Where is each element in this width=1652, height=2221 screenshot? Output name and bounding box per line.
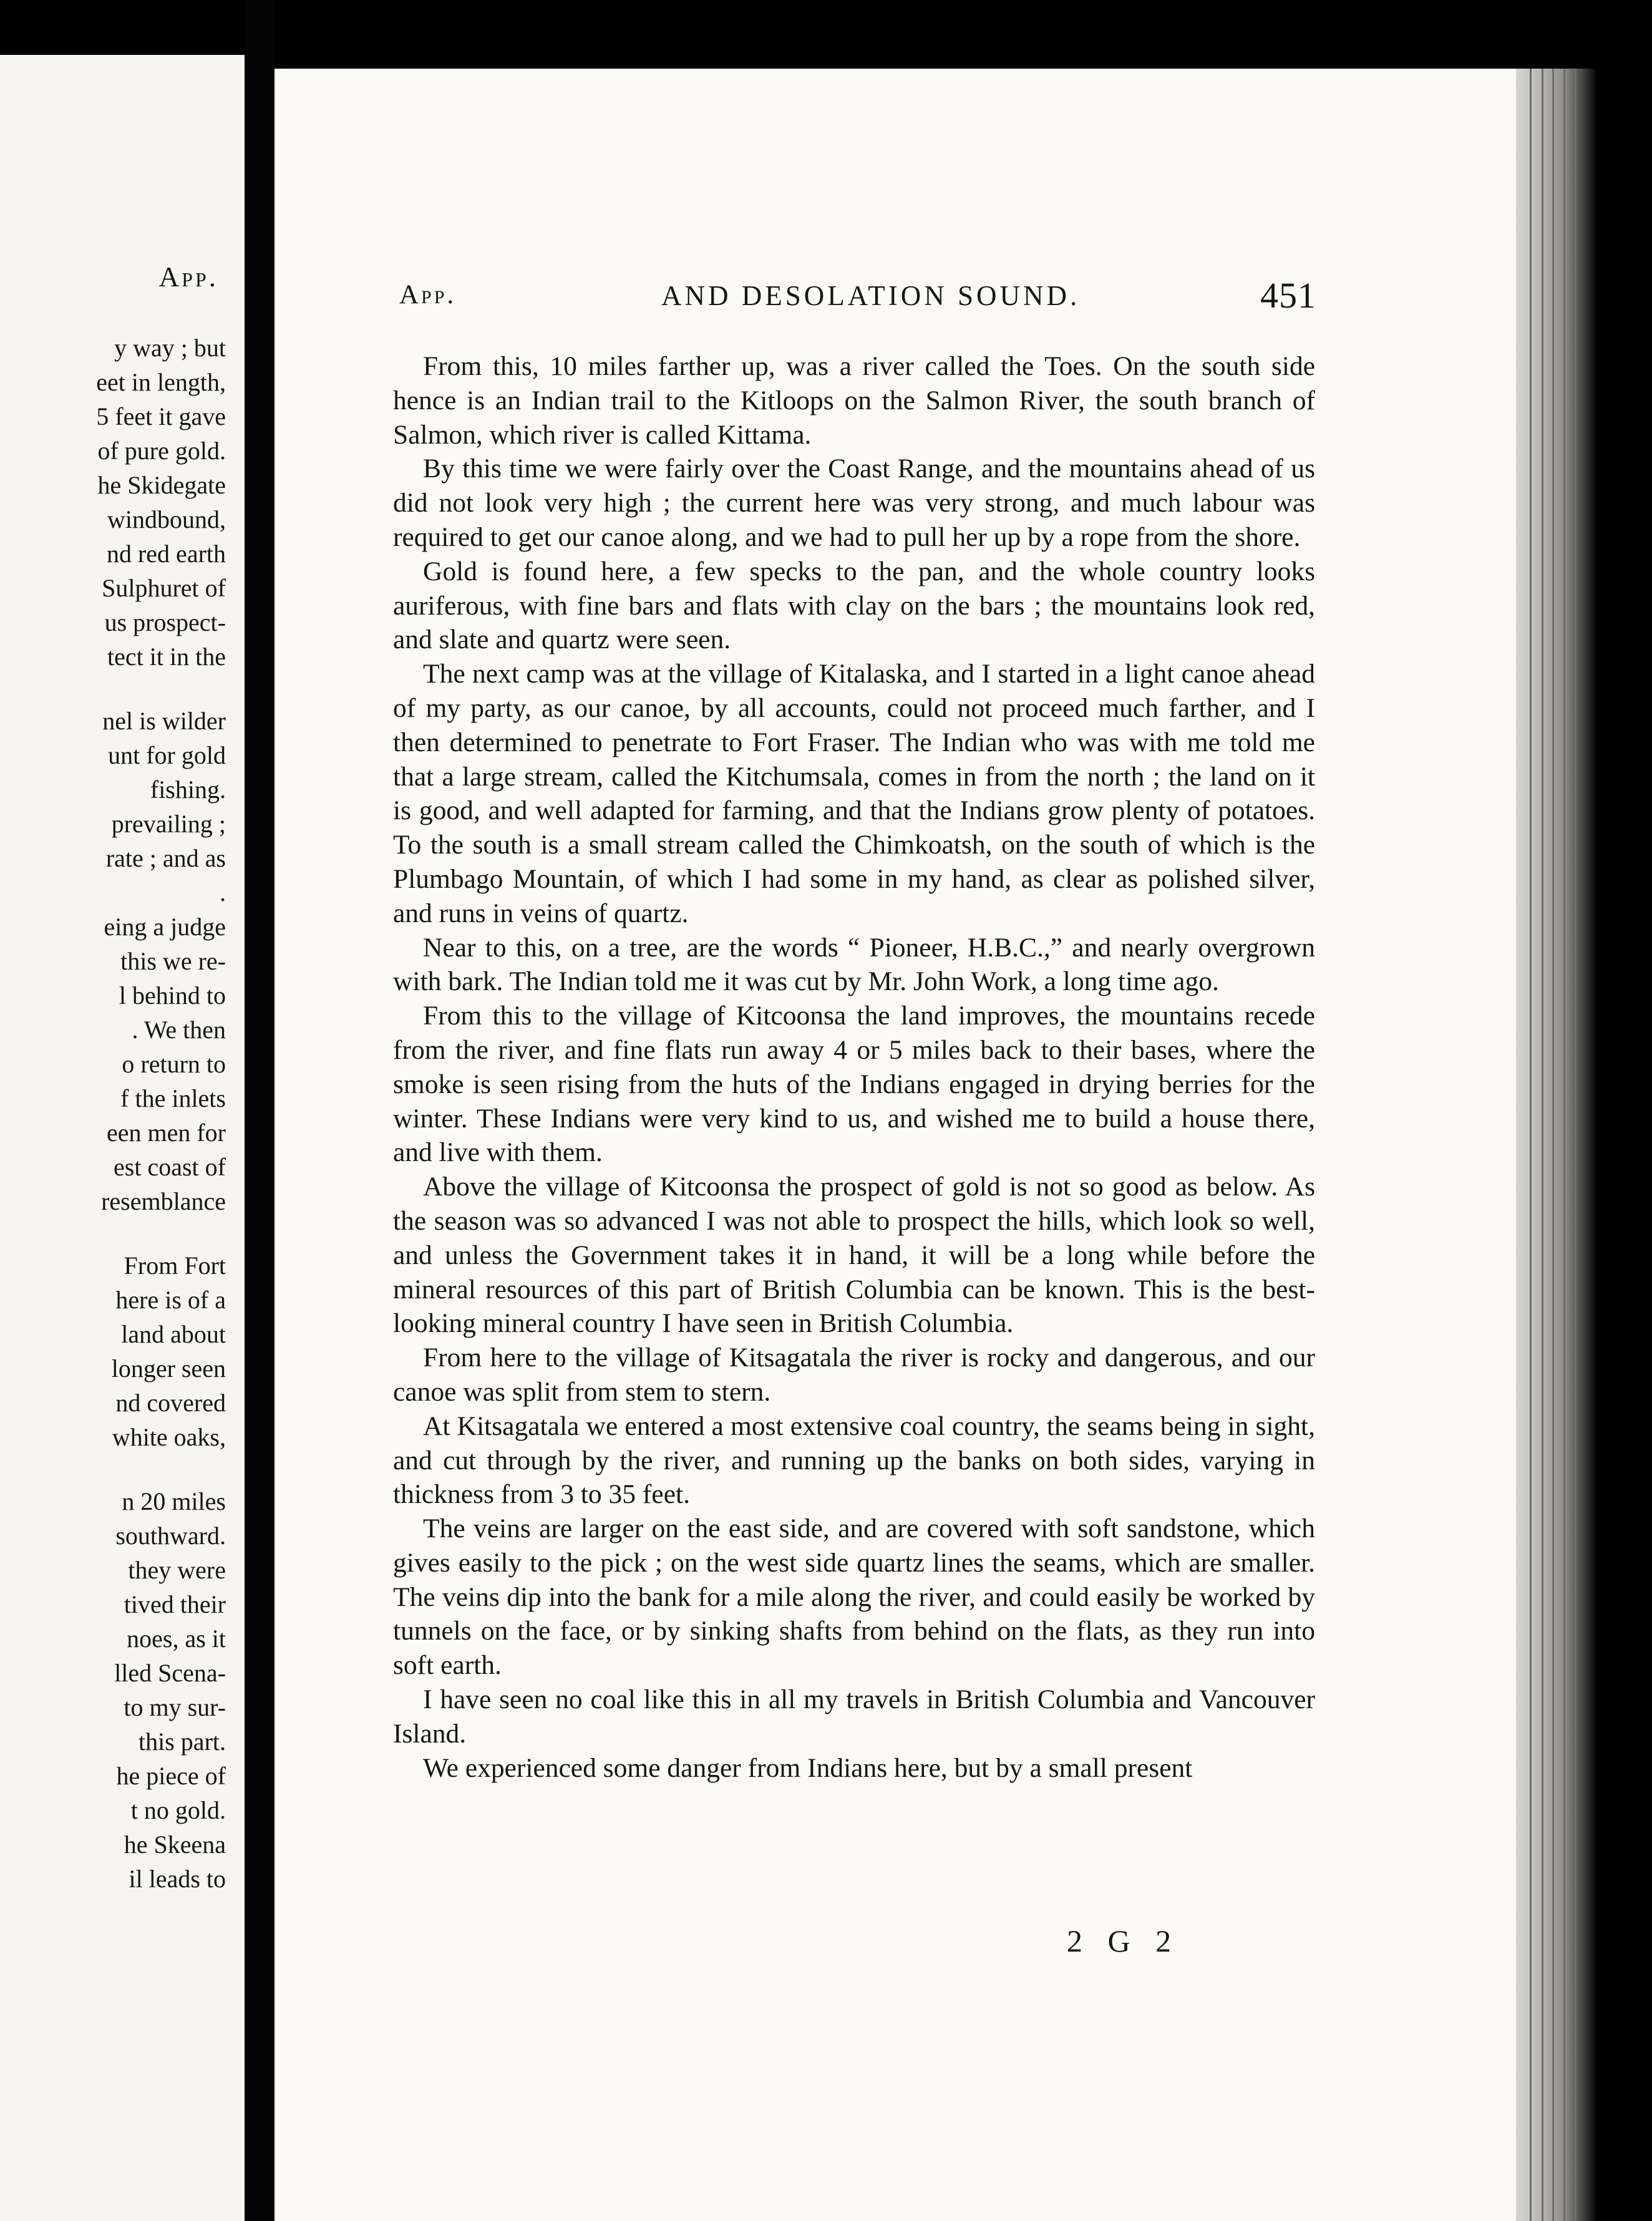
left-page-line: lled Scena- <box>114 1659 226 1687</box>
paragraph: Gold is found here, a few specks to the pan, and the whole country looks auriferous, with fine bars and flats with clay on the bars ; the mountains look red, and slate and quartz were seen. <box>393 556 1315 655</box>
left-page-line: een men for <box>106 1119 226 1147</box>
left-page-line <box>0 674 226 704</box>
page-number: 451 <box>1260 275 1316 316</box>
left-page-line: y way ; but <box>114 334 226 362</box>
left-running-head: App. <box>158 261 218 293</box>
body-text <box>393 349 1315 1785</box>
left-page-line: he Skeena <box>124 1830 226 1859</box>
left-page-line: of pure gold. <box>97 437 226 465</box>
left-page-line: land about <box>121 1320 226 1348</box>
running-title: AND DESOLATION SOUND. <box>661 280 1081 311</box>
left-page-line: eing a judge <box>104 913 226 941</box>
left-page-line <box>0 1218 226 1248</box>
left-page-line: rate ; and as <box>105 844 226 872</box>
left-page-line: noes, as it <box>127 1625 226 1653</box>
left-page-line: fishing. <box>150 775 226 804</box>
paragraph: Above the village of Kitcoonsa the prospect of gold is not so good as below. As the season was so advanced I was not able to prospect the hills, which look so well, and unless the Government takes it in hand, it will be a long while before the mineral resources of this part of British Columbia can be known. This is the best-looking mineral country I have seen in British Columbia. <box>393 1172 1315 1339</box>
left-page-line: tived their <box>124 1590 226 1618</box>
left-page-line: 5 feet it gave <box>96 402 226 430</box>
left-page-line: t no gold. <box>130 1796 226 1824</box>
paragraph: We experienced some danger from Indians here, but by a small present <box>423 1752 1193 1783</box>
left-page-line: white oaks, <box>112 1423 226 1451</box>
left-page-line: here is of a <box>115 1286 226 1314</box>
paragraph: I have seen no coal like this in all my travels in British Columbia and Vancouver Island. <box>393 1684 1315 1749</box>
running-head-left: App. <box>399 280 457 309</box>
signature-mark: 2 G 2 <box>1067 1923 1180 1958</box>
paragraph: The next camp was at the village of Kitalaska, and I started in a light canoe ahead of my party, as our canoe, by all accounts, could not proceed much farther, and I then determined to penetrate to Fort Fraser. The Indian who was with me told me that a large stream, called the Kitchumsala, comes in from the north ; the land on it is good, and well adapted for farming, and that the Indians grow plenty of potatoes. To the south is a small stream called the Chimkoatsh, on the south of which is the Plumbago Mountain, of which I had some in my hand, as clear as polished silver, and runs in veins of quartz. <box>393 659 1315 928</box>
left-page-line: . We then <box>132 1016 226 1044</box>
paragraph: At Kitsagatala we entered a most extensive coal country, the seams being in sight, and cut through by the river, and running up the banks on both sides, varying in thickness from 3 to 35 feet. <box>393 1411 1315 1510</box>
left-page-line: Sulphuret of <box>102 574 226 602</box>
left-page-line: tect it in the <box>107 643 226 671</box>
left-page-line: From Fort <box>124 1251 226 1280</box>
left-page-lines <box>0 331 226 1896</box>
left-page-line: resemblance <box>101 1187 226 1215</box>
left-page-line: . <box>220 878 226 906</box>
left-page-line: he Skidegate <box>97 471 226 499</box>
paragraph: Near to this, on a tree, are the words “ Pioneer, H.B.C.,” and nearly overgrown with bark. The Indian told me it was cut by Mr. John Work, a long time ago. <box>393 932 1315 997</box>
paragraph: By this time we were fairly over the Coast Range, and the mountains ahead of us did not look very high ; the current here was very strong, and much labour was required to get our canoe along, and we had to pull her up by a rope from the shore. <box>393 454 1315 552</box>
left-page-line: unt for gold <box>108 741 226 769</box>
left-page-line: us prospect- <box>104 608 226 636</box>
left-page-line: longer seen <box>111 1354 226 1383</box>
left-page-line <box>0 1454 226 1484</box>
left-page-line: nel is wilder <box>102 707 226 735</box>
left-page-line: to my sur- <box>124 1693 226 1721</box>
left-page-line: prevailing ; <box>111 810 226 838</box>
left-page-line: southward. <box>115 1522 226 1550</box>
paragraph: From this, 10 miles farther up, was a river called the Toes. On the south side hence is an Indian trail to the Kitloops on the Salmon River, the south branch of Salmon, which river is called Kittama. <box>393 351 1315 450</box>
left-page-line: n 20 miles <box>122 1487 226 1515</box>
left-page-line: windbound, <box>107 505 226 533</box>
left-page-line: he piece of <box>116 1762 226 1790</box>
paragraph: From this to the village of Kitcoonsa the land improves, the mountains recede from the river, and fine flats run away 4 or 5 miles back to their bases, where the smoke is seen rising from the huts of the Indians engaged in drying berries for the winter. These Indians were very kind to us, and wished me to build a house there, and live with them. <box>393 1001 1315 1168</box>
left-page-line: est coast of <box>114 1153 226 1181</box>
left-page-line: il leads to <box>129 1865 226 1893</box>
left-page-line: o return to <box>122 1050 226 1078</box>
left-page-line: eet in length, <box>96 368 226 396</box>
running-header <box>399 275 1316 318</box>
paragraph: From here to the village of Kitsagatala the river is rocky and dangerous, and our canoe was split from stem to stern. <box>393 1343 1315 1407</box>
left-page-line: they were <box>128 1556 226 1584</box>
left-page-line: nd red earth <box>106 540 226 568</box>
paragraph: The veins are larger on the east side, and are covered with soft sandstone, which gives easily to the pick ; on the west side quartz lines the seams, which are smaller. The veins dip into the bank for a mile along the river, and could easily be worked by tunnels on the face, or by sinking shafts from behind on the flats, as they run into soft earth. <box>393 1514 1315 1681</box>
left-page-fragment <box>0 55 245 2221</box>
book-gutter <box>245 0 275 2221</box>
left-page-line: f the inlets <box>120 1084 226 1112</box>
left-page-line: nd covered <box>115 1389 226 1417</box>
left-page-line: this part. <box>138 1728 226 1756</box>
left-page-line: l behind to <box>119 981 226 1009</box>
page-edges <box>1516 69 1597 2221</box>
left-page-line: this we re- <box>120 947 226 975</box>
